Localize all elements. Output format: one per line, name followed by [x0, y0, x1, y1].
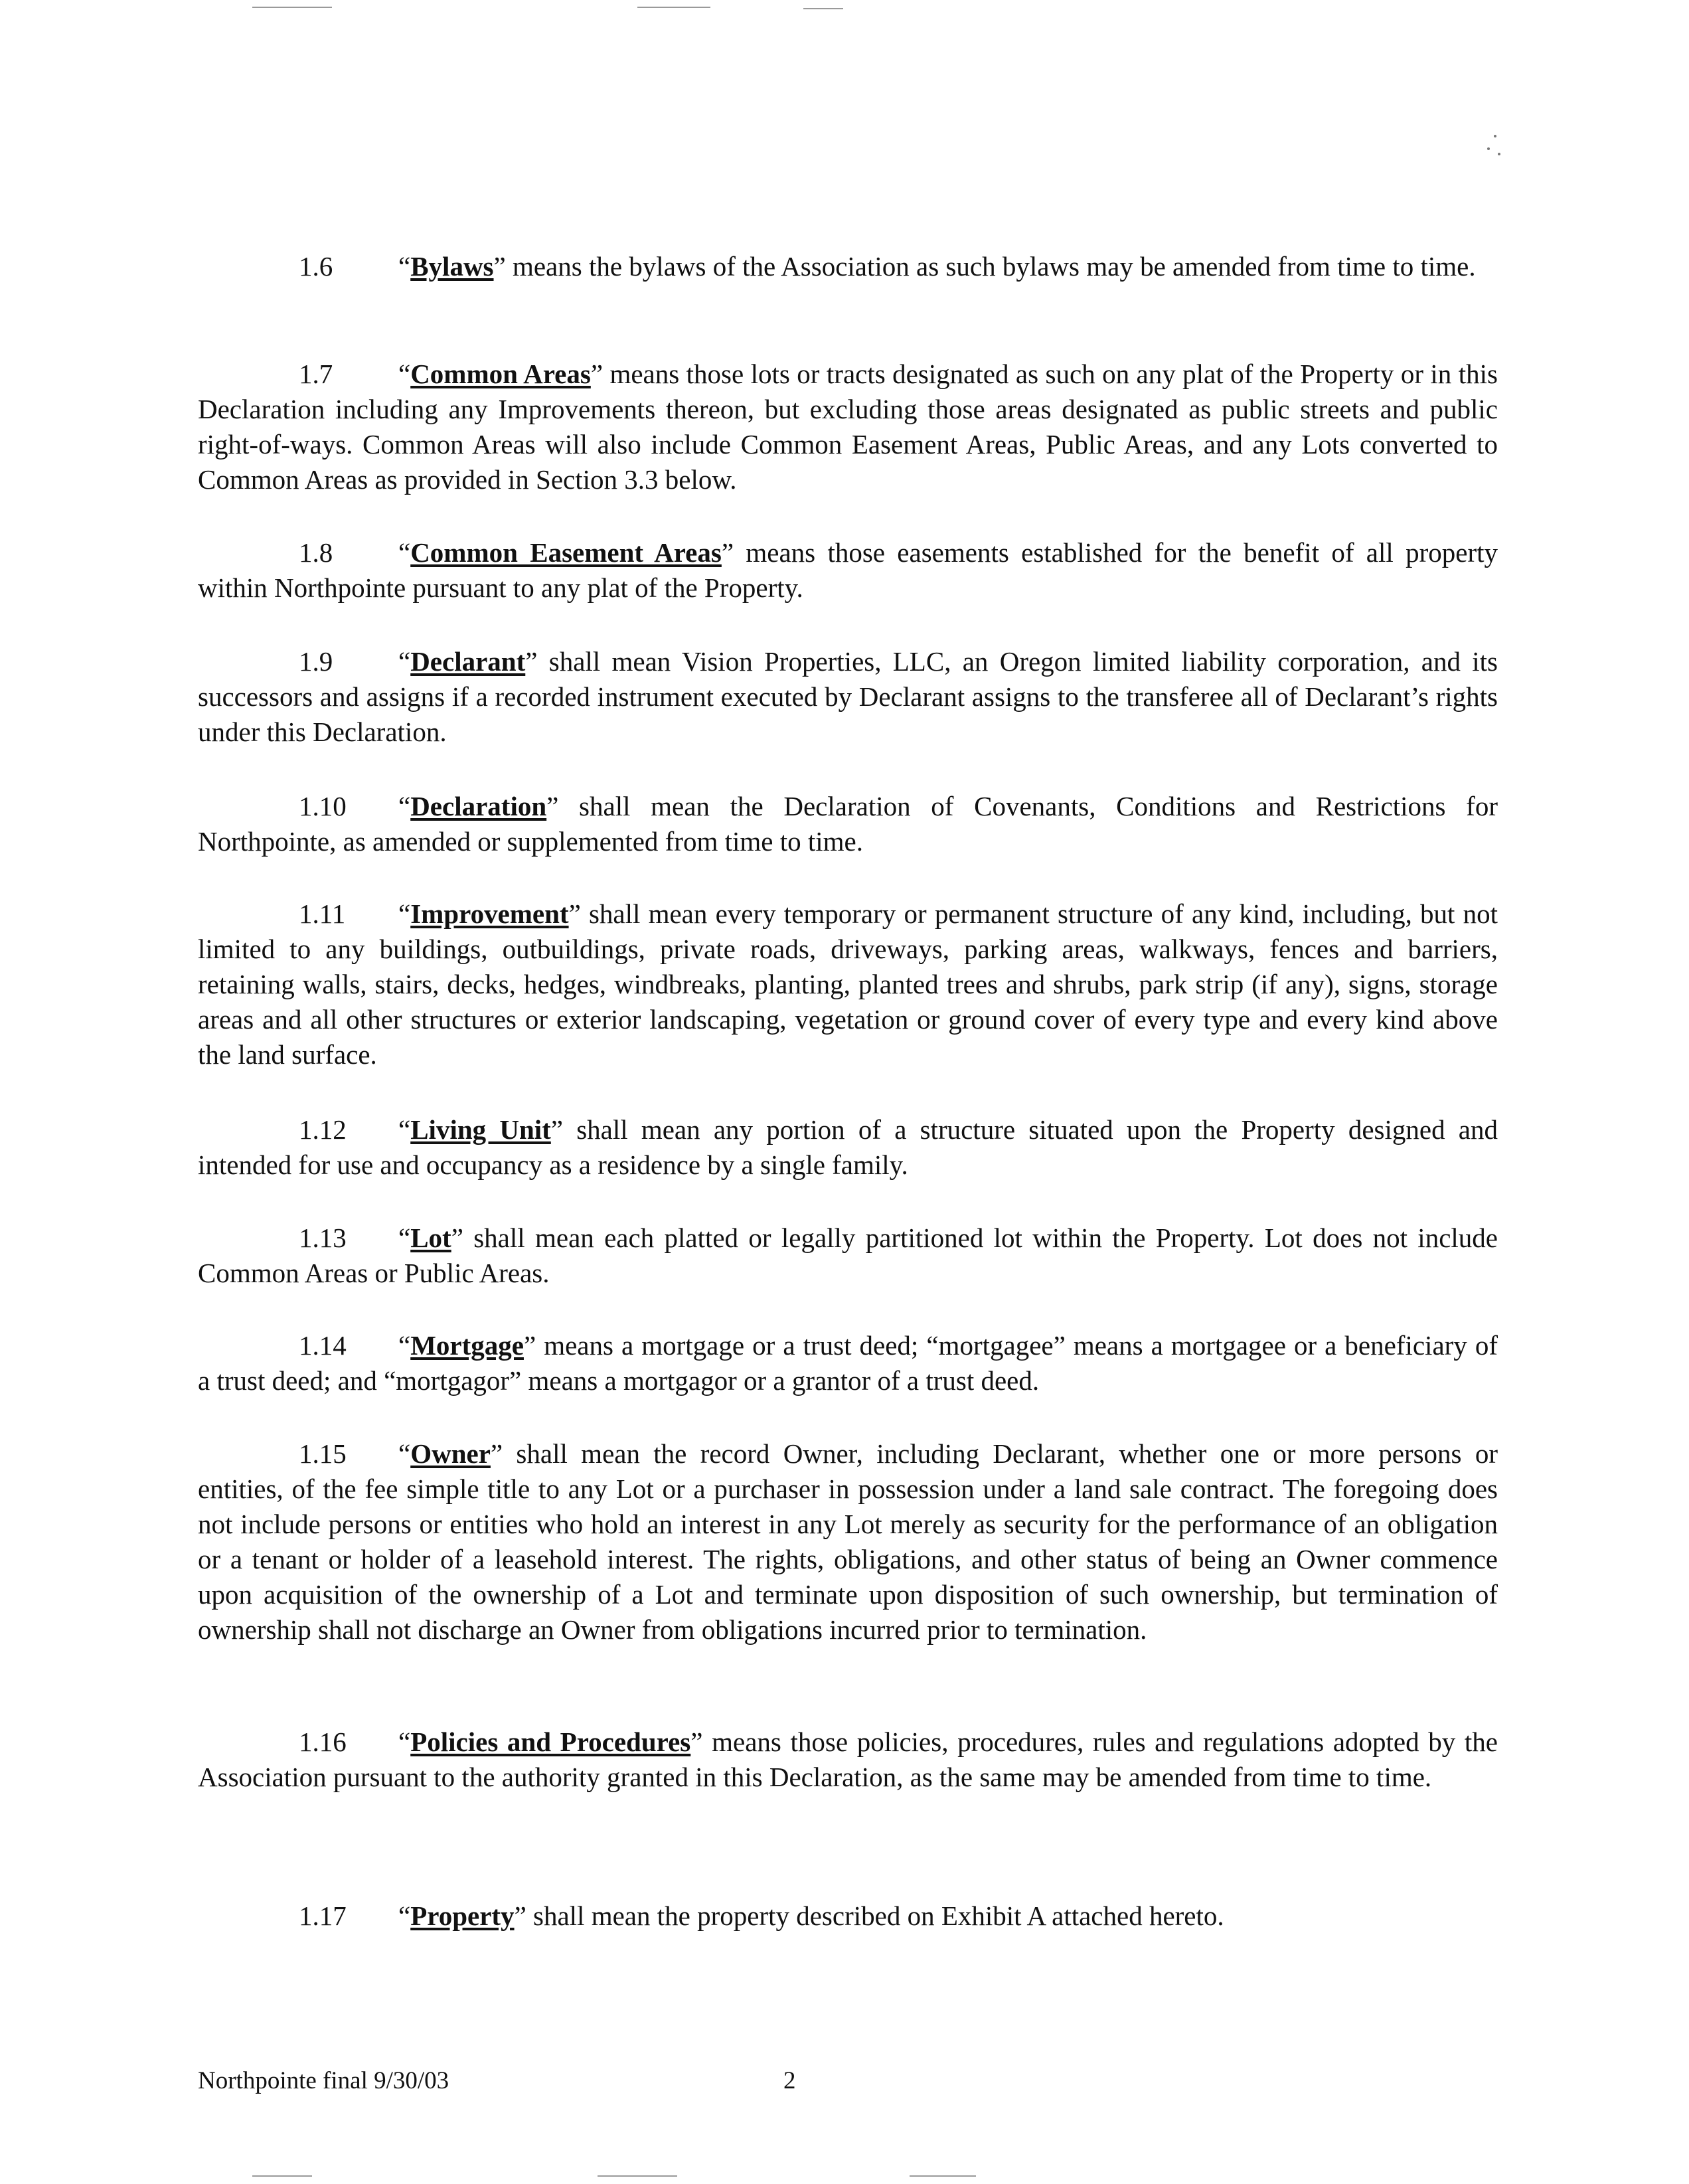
defined-term: Policies and Procedures: [410, 1726, 691, 1757]
section-number: 1.15: [299, 1438, 347, 1469]
scan-artifact: [252, 2175, 312, 2177]
scan-artifact: [598, 2175, 677, 2177]
definition-text: shall mean every temporary or permanent structure of any kind, including, but not limited to any buildings, outbuildings, private roads, driveways, parking areas, walkways, fences and barriers, retaining walls, stairs, decks, hedges, windbreaks, planting, planted trees and shrubs, park strip (if any), signs, storage areas and all other structures or exterior landscaping, vegetation or ground cover of every type and every kind above the land surface.: [198, 898, 1498, 1070]
section-number: 1.9: [299, 646, 333, 677]
scan-speck: [1487, 147, 1490, 150]
definition-1-15: 1.15 “Owner” shall mean the record Owner, including Declarant, whether one or more persons or entities, of the fee simple title to any Lot or a purchaser in possession under a land sale contract. The foregoing does not include persons or entities who hold an interest in any Lot merely as security for the performance of an obligation or a tenant or holder of a leasehold interest. The rights, obligations, and other status of being an Owner commence upon acquisition of the ownership of a Lot and terminate upon disposition of such ownership, but termination of ownership shall not discharge an Owner from obligations incurred prior to termination.: [198, 1436, 1498, 1647]
scan-artifact: [803, 8, 843, 9]
definition-1-7: 1.7 “Common Areas” means those lots or tracts designated as such on any plat of the Property or in this Declaration including any Improvements thereon, but excluding those areas designated as public streets and public right-of-ways. Common Areas will also include Common Easement Areas, Public Areas, and any Lots converted to Common Areas as provided in Section 3.3 below.: [198, 357, 1498, 497]
defined-term: Declarant: [410, 646, 526, 677]
definition-1-16: 1.16 “Policies and Procedures” means those policies, procedures, rules and regulations adopted by the Association pursuant to the authority granted in this Declaration, as the same may be amended from time to time.: [198, 1724, 1498, 1795]
definition-1-8: 1.8 “Common Easement Areas” means those easements established for the benefit of all property within Northpointe pursuant to any plat of the Property.: [198, 535, 1498, 606]
defined-term: Common Areas: [410, 359, 591, 389]
definition-text: means a mortgage or a trust deed; “mortgagee” means a mortgagee or a beneficiary of a trust deed; and “mortgagor” means a mortgagor or a grantor of a trust deed.: [198, 1330, 1498, 1396]
definition-1-11: 1.11 “Improvement” shall mean every temporary or permanent structure of any kind, including, but not limited to any buildings, outbuildings, private roads, driveways, parking areas, walkways, fences and barriers, retaining walls, stairs, decks, hedges, windbreaks, planting, planted trees and shrubs, park strip (if any), signs, storage areas and all other structures or exterior landscaping, vegetation or ground cover of every type and every kind above the land surface.: [198, 896, 1498, 1072]
definition-1-9: 1.9 “Declarant” shall mean Vision Properties, LLC, an Oregon limited liability corporation, and its successors and assigns if a recorded instrument executed by Declarant assigns to the transferee all of Declarant’s rights under this Declaration.: [198, 644, 1498, 750]
defined-term: Mortgage: [410, 1330, 524, 1361]
definition-text: shall mean any portion of a structure situated upon the Property designed and intended for use and occupancy as a residence by a single family.: [198, 1114, 1498, 1180]
definition-text: shall mean the record Owner, including Declarant, whether one or more persons or entities, of the fee simple title to any Lot or a purchaser in possession under a land sale contract. The foregoing does not include persons or entities who hold an interest in any Lot merely as security for the performance of an obligation or a tenant or holder of a leasehold interest. The rights, obligations, and other status of being an Owner commence upon acquisition of the ownership of a Lot and terminate upon disposition of such ownership, but termination of ownership shall not discharge an Owner from obligations incurred prior to termination.: [198, 1438, 1498, 1645]
section-number: 1.14: [299, 1330, 347, 1361]
definition-1-14: 1.14 “Mortgage” means a mortgage or a trust deed; “mortgagee” means a mortgagee or a beneficiary of a trust deed; and “mortgagor” means a mortgagor or a grantor of a trust deed.: [198, 1328, 1498, 1398]
definition-text: means the bylaws of the Association as such bylaws may be amended from time to time.: [505, 251, 1476, 282]
section-number: 1.17: [299, 1900, 347, 1931]
section-number: 1.12: [299, 1114, 347, 1145]
definition-1-10: 1.10 “Declaration” shall mean the Declaration of Covenants, Conditions and Restrictions for Northpointe, as amended or supplemented from time to time.: [198, 789, 1498, 859]
definition-text: means those lots or tracts designated as such on any plat of the Property or in this Declaration including any Improvements thereon, but excluding those areas designated as public streets and public right-of-ways. Common Areas will also include Common Easement Areas, Public Areas, and any Lots converted to Common Areas as provided in Section 3.3 below.: [198, 359, 1498, 495]
definition-text: shall mean the Declaration of Covenants, Conditions and Restrictions for Northpointe, as amended or supplemented from time to time.: [198, 791, 1498, 857]
definition-1-12: 1.12 “Living Unit” shall mean any portion of a structure situated upon the Property designed and intended for use and occupancy as a residence by a single family.: [198, 1112, 1498, 1183]
defined-term: Property: [410, 1900, 515, 1931]
definition-1-6: 1.6 “Bylaws” means the bylaws of the Association as such bylaws may be amended from time to time.: [198, 249, 1498, 284]
scan-artifact: [637, 7, 710, 8]
definition-1-17: 1.17 “Property” shall mean the property described on Exhibit A attached hereto.: [198, 1898, 1498, 1934]
defined-term: Living Unit: [410, 1114, 551, 1145]
section-number: 1.16: [299, 1726, 347, 1757]
definition-text: means those easements established for the benefit of all property within Northpointe pursuant to any plat of the Property.: [198, 537, 1498, 603]
scan-speck: [1498, 153, 1500, 155]
defined-term: Improvement: [410, 898, 569, 929]
scan-artifact: [252, 7, 332, 8]
section-number: 1.13: [299, 1222, 347, 1253]
footer-document-label: Northpointe final 9/30/03: [198, 2067, 449, 2094]
section-number: 1.7: [299, 359, 333, 389]
definition-text: means those policies, procedures, rules and regulations adopted by the Association pursuant to the authority granted in this Declaration, as the same may be amended from time to time.: [198, 1726, 1498, 1792]
page-number: 2: [783, 2067, 796, 2094]
definition-text: shall mean the property described on Exhibit A attached hereto.: [526, 1900, 1224, 1931]
defined-term: Lot: [410, 1222, 451, 1253]
scan-artifact: [910, 2175, 976, 2177]
defined-term: Owner: [410, 1438, 491, 1469]
definition-1-13: 1.13 “Lot” shall mean each platted or legally partitioned lot within the Property. Lot does not include Common Areas or Public Areas.: [198, 1220, 1498, 1291]
section-number: 1.11: [299, 898, 346, 929]
defined-term: Common Easement Areas: [410, 537, 722, 568]
section-number: 1.8: [299, 537, 333, 568]
defined-term: Bylaws: [410, 251, 494, 282]
section-number: 1.10: [299, 791, 347, 821]
defined-term: Declaration: [410, 791, 547, 821]
section-number: 1.6: [299, 251, 333, 282]
definition-text: shall mean Vision Properties, LLC, an Oregon limited liability corporation, and its successors and assigns if a recorded instrument executed by Declarant assigns to the transferee all of Declarant’s rights under this Declaration.: [198, 646, 1498, 747]
scan-speck: [1494, 135, 1496, 137]
definition-text: shall mean each platted or legally partitioned lot within the Property. Lot does not include Common Areas or Public Areas.: [198, 1222, 1498, 1288]
